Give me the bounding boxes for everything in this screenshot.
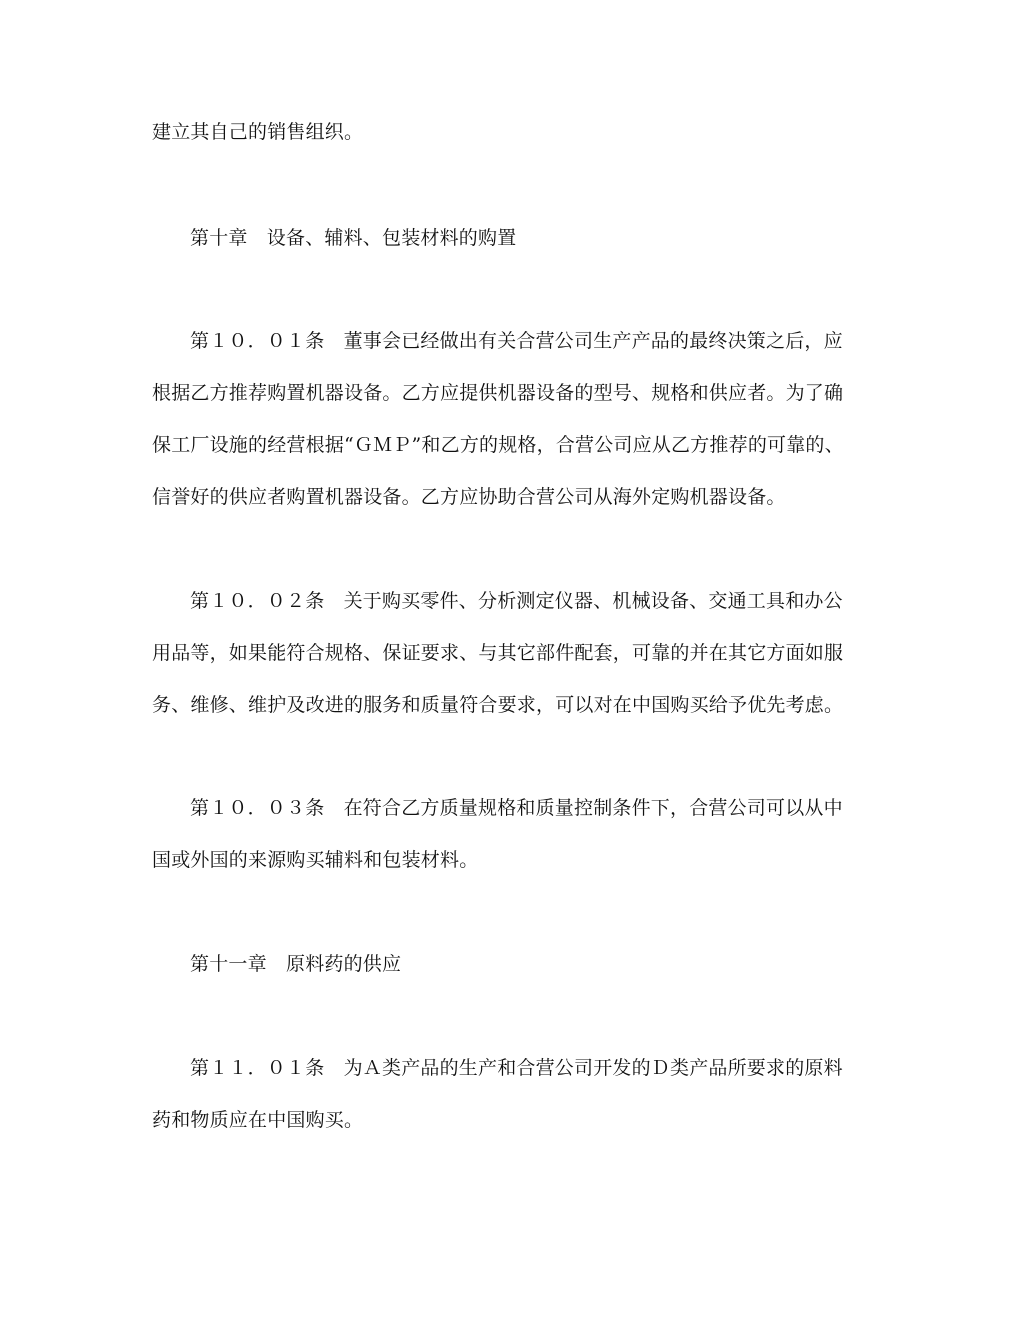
paragraph-line: 建立其自己的销售组织。 <box>152 121 364 143</box>
paragraph-line: 务、维修、维护及改进的服务和质量符合要求，可以对在中国购买给予优先考虑。 <box>152 694 844 716</box>
paragraph-line: 保工厂设施的经营根据“ＧＭＰ”和乙方的规格，合营公司应从乙方推荐的可靠的、 <box>152 434 844 456</box>
article-line: 第１０．０２条 关于购买零件、分析测定仪器、机械设备、交通工具和办公 <box>190 590 843 612</box>
article-line: 第１０．０３条 在符合乙方质量规格和质量控制条件下，合营公司可以从中 <box>190 797 843 819</box>
article-line: 第１１．０１条 为Ａ类产品的生产和合营公司开发的Ｄ类产品所要求的原料 <box>190 1057 843 1079</box>
chapter-heading: 第十章 设备、辅料、包装材料的购置 <box>190 227 517 249</box>
paragraph-line: 信誉好的供应者购置机器设备。乙方应协助合营公司从海外定购机器设备。 <box>152 486 786 508</box>
article-line: 第１０．０１条 董事会已经做出有关合营公司生产产品的最终决策之后，应 <box>190 330 843 352</box>
paragraph-line: 药和物质应在中国购买。 <box>152 1109 364 1131</box>
paragraph-line: 根据乙方推荐购置机器设备。乙方应提供机器设备的型号、规格和供应者。为了确 <box>152 382 844 404</box>
paragraph-line: 国或外国的来源购买辅料和包装材料。 <box>152 849 479 871</box>
chapter-heading: 第十一章 原料药的供应 <box>190 953 402 975</box>
paragraph-line: 用品等，如果能符合规格、保证要求、与其它部件配套，可靠的并在其它方面如服 <box>152 642 844 664</box>
